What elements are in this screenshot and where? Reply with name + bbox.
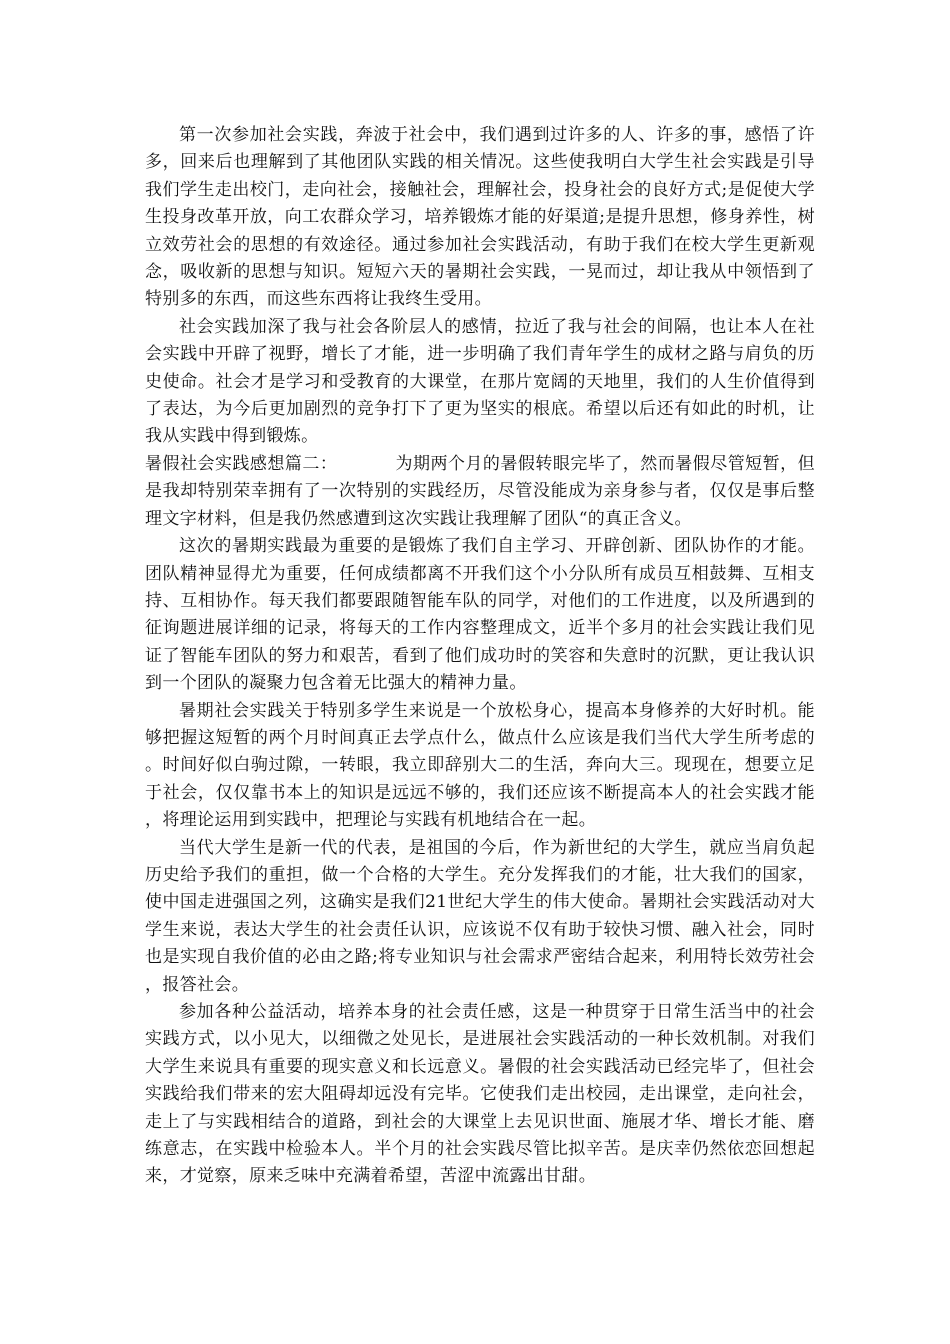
section-intro: 为期两个月的暑假转眼完毕了，然而暑假尽管短暂，但是我却特别荣幸拥有了一次特别的实践经历，尽管没能成为亲身参与者，仅仅是事后整理文字材料，但是我仍然感遭到这次实践让我理解了团队“的真正含义。 xyxy=(145,453,815,529)
paragraph-6: 参加各种公益活动，培养本身的社会责任感，这是一种贯穿于日常生活当中的社会实践方式，以小见大，以细微之处见长，是进展社会实践活动的一种长效机制。对我们大学生来说具有重要的现实意义和长远意义。暑假的社会实践活动已经完毕了，但社会实践给我们带来的宏大阻碍却远没有完毕。它使我们走出校园，走出课堂，走向社会，走上了与实践相结合的道路，到社会的大课堂上去见识世面、施展才华、增长才能、磨练意志，在实践中检验本人。半个月的社会实践尽管比拟辛苦。是庆幸仍然依恋回想起来，才觉察，原来乏味中充满着希望，苦涩中流露出甘甜。 xyxy=(145,1002,815,1187)
paragraph-2: 社会实践加深了我与社会各阶层人的感情，拉近了我与社会的间隔，也让本人在社会实践中开辟了视野，增长了才能，进一步明确了我们青年学生的成材之路与肩负的历史使命。社会才是学习和受教育的大课堂，在那片宽阔的天地里，我们的人生价值得到了表达，为今后更加剧烈的竞争打下了更为坚实的根底。希望以后还有如此的时机，让我从实践中得到锻炼。 xyxy=(145,316,815,447)
section-heading: 暑假社会实践感想篇二： xyxy=(145,453,338,474)
paragraph-1: 第一次参加社会实践，奔波于社会中，我们遇到过许多的人、许多的事，感悟了许多，回来后也理解到了其他团队实践的相关情况。这些使我明白大学生社会实践是引导我们学生走出校门，走向社会，接触社会，理解社会，投身社会的良好方式;是促使大学生投身改革开放，向工农群众学习，培养锻炼才能的好渠道;是提升思想，修身养性，树立效劳社会的思想的有效途径。通过参加社会实践活动，有助于我们在校大学生更新观念，吸收新的思想与知识。短短六天的暑期社会实践，一晃而过，却让我从中领悟到了特别多的东西，而这些东西将让我终生受用。 xyxy=(145,125,815,310)
section-paragraph xyxy=(145,451,815,533)
paragraph-4: 暑期社会实践关于特别多学生来说是一个放松身心，提高本身修养的大好时机。能够把握这短暂的两个月时间真正去学点什么，做点什么应该是我们当代大学生所考虑的。时间好似白驹过隙，一转眼，我立即辞别大二的生活，奔向大三。现现在，想要立足于社会，仅仅靠书本上的知识是远远不够的，我们还应该不断提高本人的社会实践才能，将理论运用到实践中，把理论与实践有机地结合在一起。 xyxy=(145,700,815,831)
paragraph-3: 这次的暑期实践最为重要的是锻炼了我们自主学习、开辟创新、团队协作的才能。团队精神显得尤为重要，任何成绩都离不开我们这个小分队所有成员互相鼓舞、互相支持、互相协作。每天我们都要跟随智能车队的同学，对他们的工作进度，以及所遇到的征询题进展详细的记录，将每天的工作内容整理成文，近半个多月的社会实践让我们见证了智能车团队的努力和艰苦，看到了他们成功时的笑容和失意时的沉默，更让我认识到一个团队的凝聚力包含着无比强大的精神力量。 xyxy=(145,536,815,694)
paragraph-5: 当代大学生是新一代的代表，是祖国的今后，作为新世纪的大学生，就应当肩负起历史给予我们的重担，做一个合格的大学生。充分发挥我们的才能，壮大我们的国家，使中国走进强国之列，这确实是我们21世纪大学生的伟大使命。暑期社会实践活动对大学生来说，表达大学生的社会责任认识，应该说不仅有助于较快习惯、融入社会，同时也是实现自我价值的必由之路;将专业知识与社会需求严密结合起来，利用特长效劳社会，报答社会。 xyxy=(145,837,815,995)
document-body xyxy=(145,122,815,1191)
